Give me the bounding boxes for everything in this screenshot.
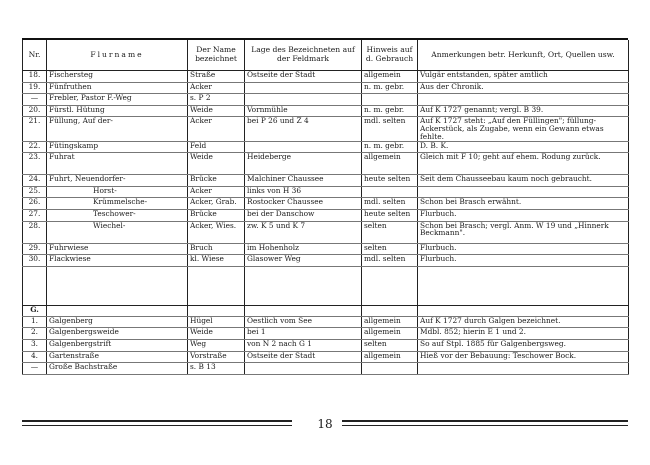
row-anmerkung <box>418 186 629 198</box>
row-flurname: Fischersteg <box>47 71 188 83</box>
row-anmerkung: Flurbuch. <box>418 243 629 255</box>
row-bezeichnet: Acker, Wies. <box>188 221 245 243</box>
row-flurname: Fürstl. Hütung <box>47 105 188 117</box>
footer-rule-right <box>342 420 628 422</box>
row-anmerkung: Mdbl. 852; hierin E 1 und 2. <box>418 328 629 340</box>
table-row <box>23 71 629 83</box>
table-row <box>23 221 629 243</box>
table-row <box>23 316 629 328</box>
row-nr: 30. <box>23 255 47 267</box>
row-bezeichnet: s. P 2 <box>188 94 245 106</box>
row-anmerkung: Flurbuch. <box>418 255 629 267</box>
row-flurname: Füllung, Auf der- <box>47 117 188 141</box>
row-bezeichnet: Weide <box>188 153 245 175</box>
row-hinweis <box>362 186 418 198</box>
row-anmerkung: Schon bei Brasch erwähnt. <box>418 198 629 210</box>
row-nr: 26. <box>23 198 47 210</box>
row-flurname: Galgenbergstrift <box>47 340 188 352</box>
header-lage: Lage des Bezeichneten auf der Feldmark <box>245 40 362 71</box>
row-hinweis: n. m. gebr. <box>362 82 418 94</box>
row-anmerkung <box>418 94 629 106</box>
footer-rule-left <box>22 420 292 422</box>
row-bezeichnet: Hügel <box>188 316 245 328</box>
row-bezeichnet: Feld <box>188 141 245 153</box>
row-bezeichnet: Straße <box>188 71 245 83</box>
table-row <box>23 210 629 222</box>
row-hinweis: allgemein <box>362 153 418 175</box>
row-hinweis: selten <box>362 221 418 243</box>
row-hinweis: allgemein <box>362 351 418 363</box>
row-anmerkung: Auf K 1727 steht: „Auf den Füllingen"; füllung- Ackerstück, als Zugabe, wenn ein Gewann etwas fehlte. <box>418 117 629 141</box>
header-anmerkungen: Anmerkungen betr. Herkunft, Ort, Quellen usw. <box>418 40 629 71</box>
table-row <box>23 255 629 267</box>
row-hinweis: heute selten <box>362 175 418 187</box>
row-lage: Rostocker Chaussee <box>245 198 362 210</box>
row-hinweis: mdl. selten <box>362 198 418 210</box>
row-hinweis: allgemein <box>362 328 418 340</box>
row-nr: 25. <box>23 186 47 198</box>
spacer-row <box>23 266 629 305</box>
table-header <box>23 40 629 71</box>
row-anmerkung: Seit dem Chausseebau kaum noch gebraucht. <box>418 175 629 187</box>
row-lage <box>245 94 362 106</box>
row-flurname: Fuhrwiese <box>47 243 188 255</box>
table-row <box>23 198 629 210</box>
row-bezeichnet: Bruch <box>188 243 245 255</box>
row-bezeichnet: Acker <box>188 117 245 141</box>
row-lage: Malchiner Chaussee <box>245 175 362 187</box>
row-hinweis: mdl. selten <box>362 255 418 267</box>
row-anmerkung: Flurbuch. <box>418 210 629 222</box>
row-hinweis: heute selten <box>362 210 418 222</box>
footer-rule-right-thin <box>342 425 628 426</box>
row-bezeichnet: Brücke <box>188 175 245 187</box>
row-flurname: Fünfruthen <box>47 82 188 94</box>
row-flurname: Fuhrt, Neuendorfer- <box>47 175 188 187</box>
table-row <box>23 351 629 363</box>
row-bezeichnet: kl. Wiese <box>188 255 245 267</box>
row-flurname: Galgenbergsweide <box>47 328 188 340</box>
row-anmerkung: Gleich mit F 10; geht auf ehem. Rodung zurück. <box>418 153 629 175</box>
row-hinweis <box>362 94 418 106</box>
row-bezeichnet: s. B 13 <box>188 363 245 375</box>
row-lage: Ostseite der Stadt <box>245 351 362 363</box>
row-nr: 27. <box>23 210 47 222</box>
row-flurname: Frebler, Pastor F.-Weg <box>47 94 188 106</box>
row-hinweis: n. m. gebr. <box>362 105 418 117</box>
row-lage: im Hohenholz <box>245 243 362 255</box>
row-nr: 19. <box>23 82 47 94</box>
row-lage: bei 1 <box>245 328 362 340</box>
row-anmerkung: Auf K 1727 durch Galgen bezeichnet. <box>418 316 629 328</box>
table-row <box>23 328 629 340</box>
row-flurname: Gartenstraße <box>47 351 188 363</box>
row-anmerkung <box>418 363 629 375</box>
page-number: 18 <box>317 417 333 431</box>
row-nr: 2. <box>23 328 47 340</box>
row-nr: 4. <box>23 351 47 363</box>
field-names-table <box>22 40 629 375</box>
row-bezeichnet: Weg <box>188 340 245 352</box>
header-name-bezeichnet: Der Name bezeichnet <box>188 40 245 71</box>
row-nr: 21. <box>23 117 47 141</box>
table-row <box>23 94 629 106</box>
row-nr: 22. <box>23 141 47 153</box>
row-lage: bei der Danschow <box>245 210 362 222</box>
row-bezeichnet: Vorstraße <box>188 351 245 363</box>
row-bezeichnet: Weide <box>188 328 245 340</box>
table-row <box>23 363 629 375</box>
row-bezeichnet: Acker <box>188 82 245 94</box>
row-bezeichnet: Acker <box>188 186 245 198</box>
row-hinweis: selten <box>362 340 418 352</box>
row-lage <box>245 82 362 94</box>
row-nr: 20. <box>23 105 47 117</box>
header-hinweis: Hinweis auf d. Gebrauch <box>362 40 418 71</box>
row-bezeichnet: Brücke <box>188 210 245 222</box>
row-nr: — <box>23 94 47 106</box>
row-anmerkung: Hieß vor der Bebauung: Teschower Bock. <box>418 351 629 363</box>
row-nr: 23. <box>23 153 47 175</box>
table-row <box>23 117 629 141</box>
header-nr: Nr. <box>23 40 47 71</box>
row-lage: Heideberge <box>245 153 362 175</box>
row-nr: 3. <box>23 340 47 352</box>
row-flurname: Flackwiese <box>47 255 188 267</box>
row-anmerkung: Auf K 1727 genannt; vergl. B 39. <box>418 105 629 117</box>
row-lage: von N 2 nach G 1 <box>245 340 362 352</box>
section-label: G. <box>23 305 47 316</box>
row-hinweis: selten <box>362 243 418 255</box>
row-anmerkung: D. B. K. <box>418 141 629 153</box>
row-lage: bei P 26 und Z 4 <box>245 117 362 141</box>
table-row <box>23 105 629 117</box>
table-row <box>23 186 629 198</box>
table-row <box>23 175 629 187</box>
row-nr: 1. <box>23 316 47 328</box>
table-row <box>23 340 629 352</box>
row-nr: 18. <box>23 71 47 83</box>
row-lage <box>245 141 362 153</box>
section-row-g <box>23 305 629 316</box>
row-flurname: Große Bachstraße <box>47 363 188 375</box>
row-anmerkung: Aus der Chronik. <box>418 82 629 94</box>
row-bezeichnet: Acker, Grab. <box>188 198 245 210</box>
row-bezeichnet: Weide <box>188 105 245 117</box>
table-row <box>23 82 629 94</box>
row-hinweis: mdl. selten <box>362 117 418 141</box>
row-anmerkung: Vulgär entstanden, später amtlich <box>418 71 629 83</box>
row-lage: Oestlich vom See <box>245 316 362 328</box>
row-nr: — <box>23 363 47 375</box>
row-hinweis: allgemein <box>362 316 418 328</box>
row-flurname: Krümmelsche- <box>47 198 188 210</box>
row-anmerkung: Schon bei Brasch; vergl. Anm. W 19 und „Hinnerk Beckmann". <box>418 221 629 243</box>
row-flurname: Teschower- <box>47 210 188 222</box>
row-lage: zw. K 5 und K 7 <box>245 221 362 243</box>
row-flurname: Galgenberg <box>47 316 188 328</box>
row-nr: 29. <box>23 243 47 255</box>
row-flurname: Horst- <box>47 186 188 198</box>
row-nr: 28. <box>23 221 47 243</box>
header-flurname: Flurname <box>47 40 188 71</box>
footer-rule-left-thin <box>22 425 292 426</box>
row-anmerkung: So auf Stpl. 1885 für Galgenbergsweg. <box>418 340 629 352</box>
row-flurname: Fuhrat <box>47 153 188 175</box>
row-flurname: Fütingskamp <box>47 141 188 153</box>
row-hinweis: allgemein <box>362 71 418 83</box>
table-row <box>23 153 629 175</box>
row-lage: Glasower Weg <box>245 255 362 267</box>
table-row <box>23 141 629 153</box>
table-row <box>23 243 629 255</box>
row-nr: 24. <box>23 175 47 187</box>
row-lage <box>245 363 362 375</box>
row-flurname: Wiechel- <box>47 221 188 243</box>
row-lage: Ostseite der Stadt <box>245 71 362 83</box>
row-lage: links von H 36 <box>245 186 362 198</box>
row-hinweis <box>362 363 418 375</box>
row-hinweis: n. m. gebr. <box>362 141 418 153</box>
row-lage: Vornmühle <box>245 105 362 117</box>
